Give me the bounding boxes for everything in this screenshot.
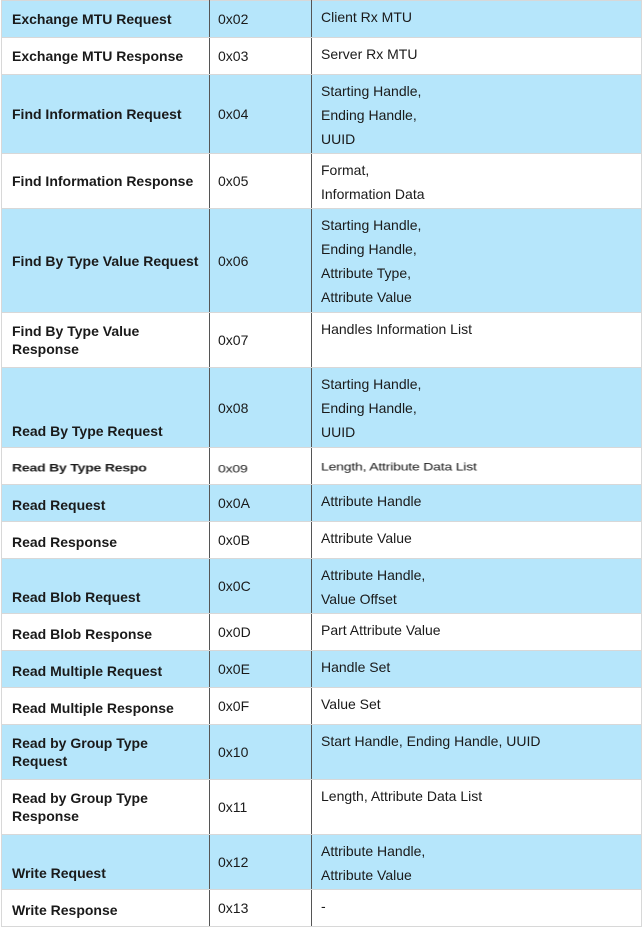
opcode: 0x0E [210, 651, 312, 688]
parameter-line: Attribute Handle [321, 493, 422, 509]
pdu-name: Read Multiple Response [2, 688, 210, 725]
pdu-name: Exchange MTU Request [2, 1, 210, 38]
table-row [2, 835, 642, 890]
parameter-line: Value Set [321, 696, 381, 712]
parameters [312, 209, 642, 313]
opcode: 0x0B [210, 522, 312, 559]
parameters [312, 368, 642, 448]
parameters [312, 688, 642, 725]
pdu-name: Read Multiple Request [2, 651, 210, 688]
table-row [2, 38, 642, 75]
opcode: 0x04 [210, 75, 312, 154]
pdu-name: Write Request [2, 835, 210, 890]
pdu-name: Read Blob Request [2, 559, 210, 614]
pdu-name: Find Information Response [2, 154, 210, 209]
table-row [2, 559, 642, 614]
parameters [312, 522, 642, 559]
opcode: 0x10 [210, 725, 312, 780]
table-row [2, 780, 642, 835]
pdu-name: Read Response [2, 522, 210, 559]
parameters [312, 38, 642, 75]
parameter-line: Starting Handle, [321, 83, 422, 99]
parameters [312, 485, 642, 522]
parameter-line: Attribute Handle, [321, 567, 426, 583]
parameter-line: Client Rx MTU [321, 9, 413, 25]
opcode: 0x0D [210, 614, 312, 651]
table-row [2, 448, 642, 485]
opcode: 0x02 [210, 1, 312, 38]
parameter-line: Length, Attribute Data List [321, 788, 483, 804]
parameter-line: UUID [321, 131, 356, 147]
parameters [312, 154, 642, 209]
pdu-name-text: Read By Type Respo [12, 461, 147, 475]
parameter-line: - [321, 898, 326, 914]
parameter-line: UUID [321, 424, 356, 440]
parameter-line: Handle Set [321, 659, 391, 675]
parameter-line: Length, Attribute Data List [321, 459, 477, 473]
parameter-line: Information Data [321, 186, 425, 202]
att-opcode-table [1, 0, 642, 927]
table-row [2, 725, 642, 780]
opcode: 0x12 [210, 835, 312, 890]
pdu-name: Read Blob Response [2, 614, 210, 651]
pdu-name: Read by Group Type Response [2, 780, 210, 835]
parameter-line: Ending Handle, [321, 241, 417, 257]
parameter-line: Ending Handle, [321, 400, 417, 416]
parameters [312, 614, 642, 651]
parameter-line: Attribute Value [321, 867, 412, 883]
opcode: 0x13 [210, 890, 312, 927]
parameter-line: Part Attribute Value [321, 622, 441, 638]
opcode: 0x03 [210, 38, 312, 75]
parameters [312, 780, 642, 835]
opcode: 0x07 [210, 313, 312, 368]
table-row [2, 154, 642, 209]
parameter-line: Value Offset [321, 591, 397, 607]
table-row [2, 890, 642, 927]
table-row [2, 522, 642, 559]
pdu-name: Find Information Request [2, 75, 210, 154]
parameter-line: Starting Handle, [321, 376, 422, 392]
pdu-name: Exchange MTU Response [2, 38, 210, 75]
pdu-name [2, 448, 210, 485]
parameter-line: Format, [321, 162, 370, 178]
parameters [312, 559, 642, 614]
table-row [2, 651, 642, 688]
pdu-name: Read Request [2, 485, 210, 522]
parameters [312, 448, 642, 485]
opcode: 0x11 [210, 780, 312, 835]
table-row [2, 75, 642, 154]
opcode: 0x0C [210, 559, 312, 614]
pdu-name: Find By Type Value Response [2, 313, 210, 368]
opcode: 0x06 [210, 209, 312, 313]
parameter-line: Starting Handle, [321, 217, 422, 233]
parameter-line: Attribute Value [321, 289, 412, 305]
parameter-line: Attribute Value [321, 530, 412, 546]
parameter-line: Attribute Handle, [321, 843, 426, 859]
parameters [312, 75, 642, 154]
parameters [312, 725, 642, 780]
parameter-line: Ending Handle, [321, 107, 417, 123]
pdu-name: Write Response [2, 890, 210, 927]
parameters [312, 651, 642, 688]
opcode [210, 448, 312, 485]
pdu-name: Find By Type Value Request [2, 209, 210, 313]
table-row [2, 485, 642, 522]
opcode: 0x0A [210, 485, 312, 522]
table-row [2, 209, 642, 313]
parameters [312, 835, 642, 890]
table-row [2, 614, 642, 651]
table-row [2, 368, 642, 448]
parameters [312, 313, 642, 368]
parameter-line: Handles Information List [321, 321, 472, 337]
opcode: 0x05 [210, 154, 312, 209]
pdu-name: Read By Type Request [2, 368, 210, 448]
parameters [312, 1, 642, 38]
pdu-name: Read by Group Type Request [2, 725, 210, 780]
parameter-line: Attribute Type, [321, 265, 412, 281]
parameter-line: Start Handle, Ending Handle, UUID [321, 733, 541, 749]
parameter-line: Server Rx MTU [321, 46, 418, 62]
opcode-text: 0x09 [218, 461, 248, 475]
parameters [312, 890, 642, 927]
opcode: 0x0F [210, 688, 312, 725]
table-row [2, 313, 642, 368]
table-row [2, 1, 642, 38]
opcode: 0x08 [210, 368, 312, 448]
table-row [2, 688, 642, 725]
